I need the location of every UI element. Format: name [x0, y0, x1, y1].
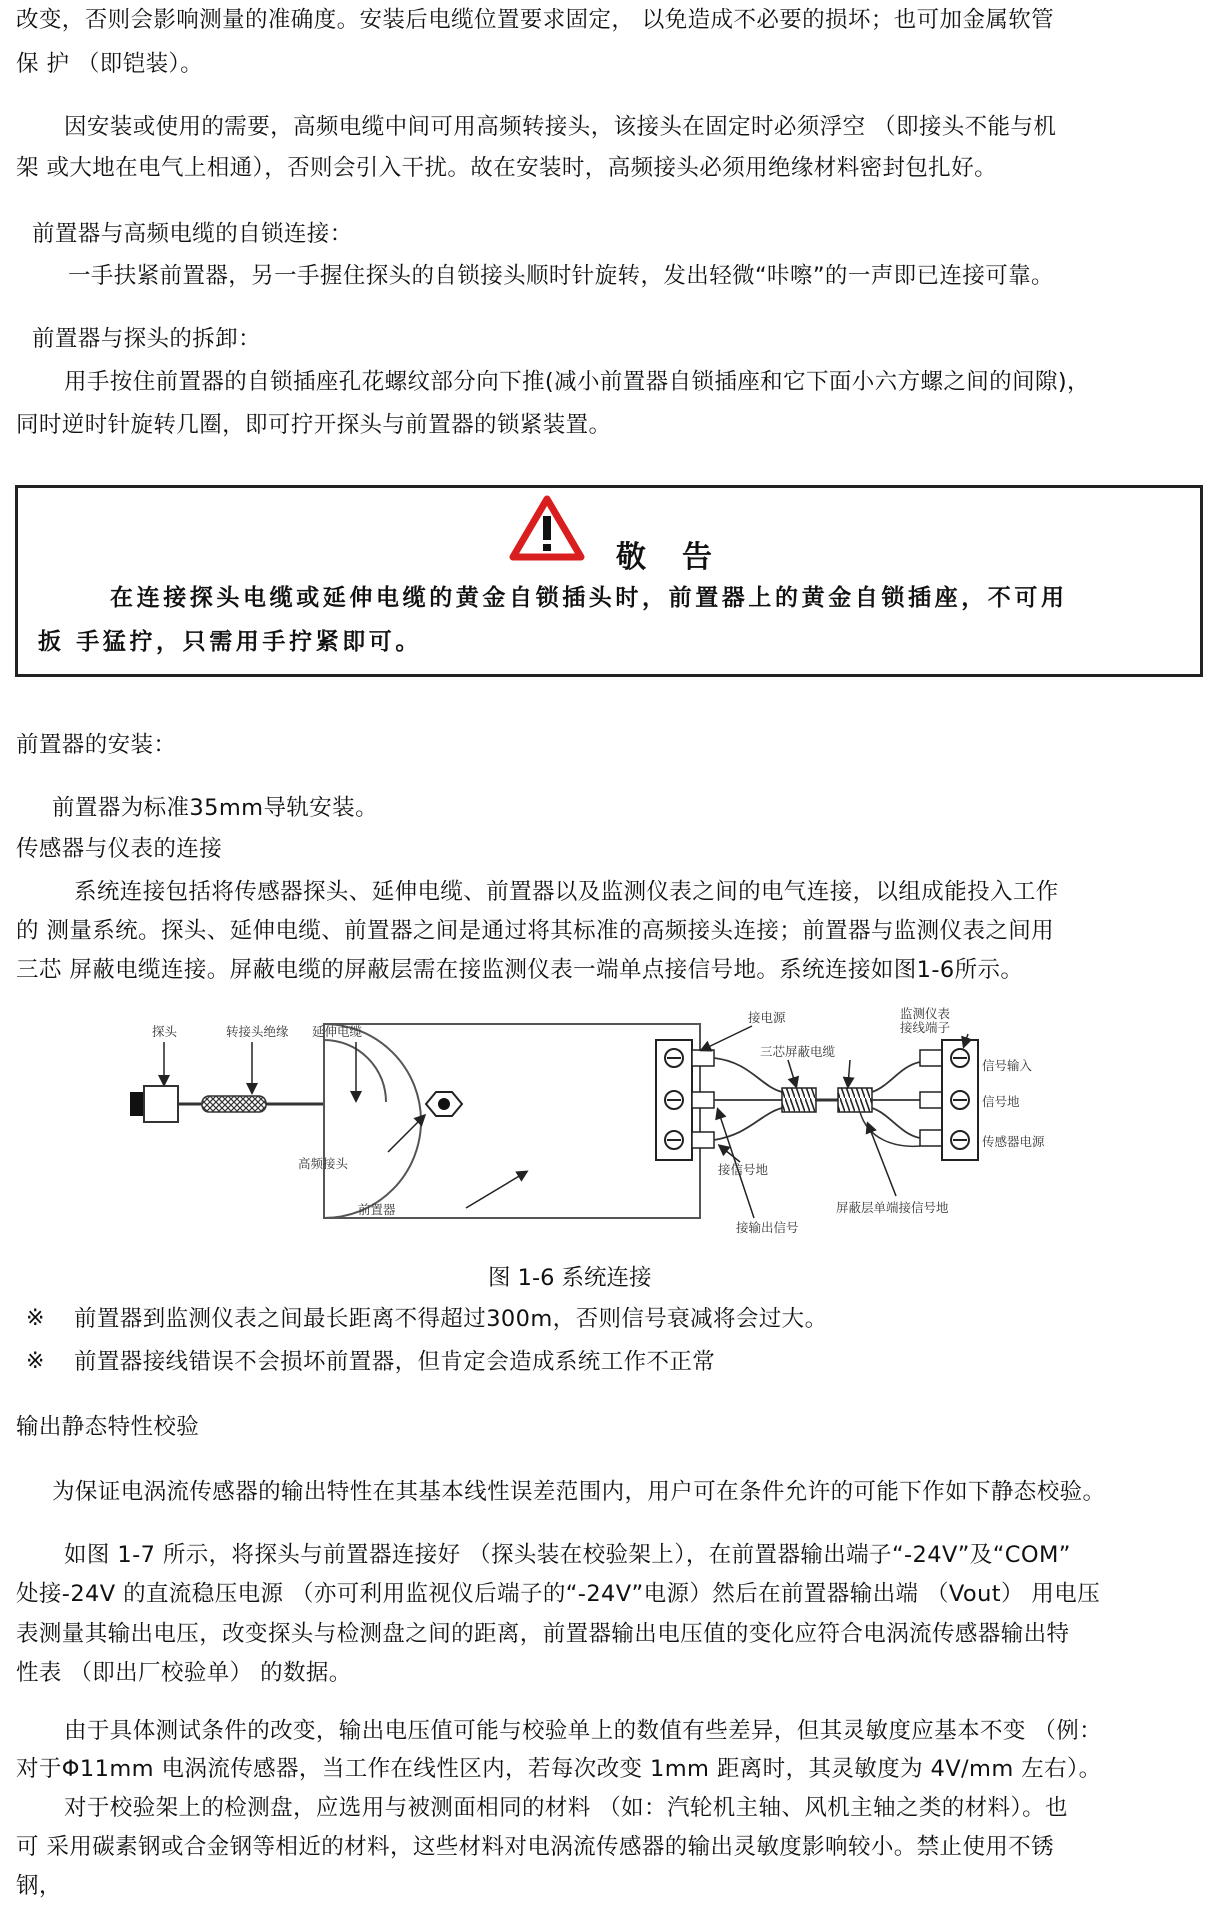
text-line: 改变，否则会影响测量的准确度。安装后电缆位置要求固定， 以免造成不必要的损坏；也可加金属软管 — [16, 7, 1055, 33]
label-signal-input: 信号输入 — [982, 1058, 1033, 1073]
text-line: 因安装或使用的需要，高频电缆中间可用高频转接头，该接头在固定时必须浮空 （即接头不能与机 — [64, 114, 1057, 140]
warning-text-line: 在连接探头电缆或延伸电缆的黄金自锁插头时，前置器上的黄金自锁插座，不可用 — [110, 584, 1068, 611]
text-line: 保 护 （即铠装）。 — [16, 51, 204, 77]
section-heading: 输出静态特性校验 — [16, 1414, 200, 1440]
text-line: 的 测量系统。探头、延伸电缆、前置器之间是通过将其标准的高频接头连接；前置器与监测仪表之间用 — [16, 918, 1055, 944]
label-to-signal-ground: 接信号地 — [718, 1162, 769, 1177]
label-adapter-insulation: 转接头绝缘 — [226, 1024, 289, 1039]
note-text: 前置器接线错误不会损坏前置器，但肯定会造成系统工作不正常 — [74, 1349, 716, 1375]
text-line: 用手按住前置器的自锁插座孔花螺纹部分向下推(减小前置器自锁插座和它下面小六方螺之间的间隙)， — [64, 369, 1090, 395]
text-line: 由于具体测试条件的改变，输出电压值可能与校验单上的数值有些差异，但其灵敏度应基本不变 （例： — [64, 1718, 1103, 1744]
section-heading: 前置器与高频电缆的自锁连接： — [32, 221, 353, 247]
warning-text-line: 扳 手猛拧，只需用手拧紧即可。 — [38, 628, 423, 655]
text-line: 处接-24V 的直流稳压电源 （亦可利用监视仪后端子的“-24V”电源）然后在前置器输出端 （Vout） 用电压 — [16, 1581, 1101, 1607]
text-line: 为保证电涡流传感器的输出特性在其基本线性误差范围内，用户可在条件允许的可能下作如下静态校验。 — [52, 1479, 1106, 1505]
label-monitor-terminal-2: 接线端子 — [900, 1020, 951, 1035]
probe-body — [144, 1086, 178, 1122]
text-line: 如图 1-7 所示，将探头与前置器连接好 （探头装在校验架上），在前置器输出端子“-24V”及“COM” — [64, 1542, 1071, 1568]
text-line: 钢， — [16, 1873, 62, 1899]
preamp-body — [324, 1024, 700, 1218]
text-line: 表测量其输出电压，改变探头与检测盘之间的距离，前置器输出电压值的变化应符合电涡流传感器输出特 — [16, 1621, 1070, 1647]
note-mark: ※ — [26, 1306, 45, 1331]
label-monitor-terminal-1: 监测仪表 — [900, 1006, 951, 1021]
label-extension-cable: 延伸电缆 — [312, 1024, 363, 1039]
label-signal-ground: 信号地 — [982, 1094, 1020, 1109]
system-connection-diagram — [120, 1000, 1045, 1250]
figure-caption: 图 1-6 系统连接 — [488, 1265, 652, 1291]
label-sensor-power: 传感器电源 — [982, 1134, 1045, 1149]
section-heading: 前置器的安装： — [16, 732, 177, 758]
note-mark: ※ — [26, 1349, 45, 1374]
warning-triangle-icon — [510, 496, 584, 560]
text-line: 性表 （即出厂校验单） 的数据。 — [16, 1660, 352, 1686]
label-hf-connector: 高频接头 — [298, 1156, 349, 1171]
label-preamp: 前置器 — [358, 1202, 396, 1217]
label-three-core-cable: 三芯屏蔽电缆 — [760, 1044, 836, 1059]
shield-coil-left — [782, 1088, 816, 1112]
text-line: 三芯 屏蔽电缆连接。屏蔽电缆的屏蔽层需在接监测仪表一端单点接信号地。系统连接如图1-6所示。 — [16, 957, 1024, 983]
text-line: 前置器为标准35mm导轨安装。 — [52, 795, 378, 821]
text-line: 架 或大地在电气上相通），否则会引入干扰。故在安装时，高频接头必须用绝缘材料密封包扎好。 — [16, 155, 998, 181]
text-line: 对于Φ11mm 电涡流传感器，当工作在线性区内，若每次改变 1mm 距离时，其灵敏度为 4V/mm 左右）。 — [16, 1756, 1102, 1782]
note-text: 前置器到监测仪表之间最长距离不得超过300m，否则信号衰减将会过大。 — [74, 1306, 828, 1332]
label-to-output-signal: 接输出信号 — [736, 1220, 799, 1235]
text-line: 对于校验架上的检测盘，应选用与被测面相同的材料 （如：汽轮机主轴、风机主轴之类的材料）。也 — [64, 1795, 1068, 1821]
text-line: 系统连接包括将传感器探头、延伸电缆、前置器以及监测仪表之间的电气连接，以组成能投入工作 — [74, 879, 1059, 905]
text-line: 可 采用碳素钢或合金钢等相近的材料，这些材料对电涡流传感器的输出灵敏度影响较小。禁止使用不锈 — [16, 1834, 1055, 1860]
text-line: 一手扶紧前置器，另一手握住探头的自锁接头顺时针旋转，发出轻微“咔嚓”的一声即已连接可靠。 — [68, 263, 1054, 289]
label-power: 接电源 — [748, 1010, 786, 1025]
section-heading: 传感器与仪表的连接 — [16, 836, 223, 862]
text-line: 同时逆时针旋转几圈，即可拧开探头与前置器的锁紧装置。 — [16, 412, 612, 438]
warning-box — [15, 485, 1203, 677]
shield-coil-right — [838, 1088, 872, 1112]
label-shield-single-point: 屏蔽层单端接信号地 — [836, 1200, 949, 1215]
probe-tip — [130, 1092, 144, 1116]
section-heading: 前置器与探头的拆卸： — [32, 326, 262, 352]
warning-title: 敬告 — [616, 540, 748, 575]
label-probe: 探头 — [152, 1024, 178, 1039]
adapter-insulation — [202, 1096, 266, 1112]
